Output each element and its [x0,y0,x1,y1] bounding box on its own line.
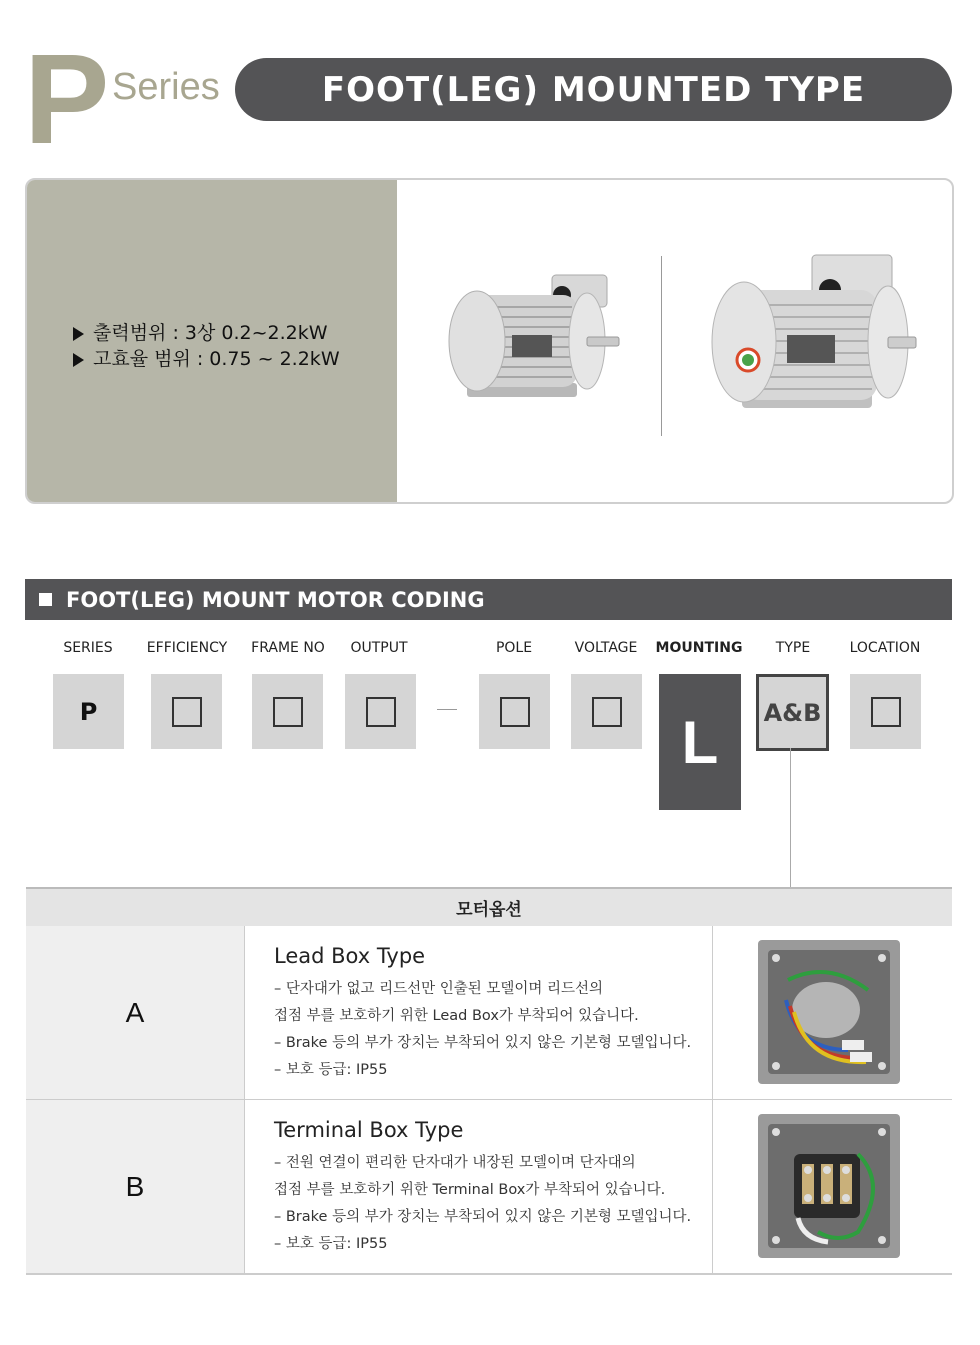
description-line: – 보호 등급: IP55 [274,1062,388,1078]
options-table-header [26,887,952,928]
option-description [274,976,691,1084]
options-header-text: 모터옵션 [456,900,522,920]
series-word: Series [112,66,220,108]
coding-section-header [25,579,952,620]
code-label-pole: POLE [495,640,533,656]
code-box-pole [479,674,550,749]
column-divider [712,1100,713,1273]
spec-text: 출력범위 : 3상 0.2~2.2kW [93,322,328,344]
triangle-bullet-icon [73,353,84,367]
code-box-location [850,674,921,749]
empty-square-icon [871,697,901,727]
series-letter: P [24,28,106,171]
lead-box-photo [758,940,900,1084]
code-box-frame-no [252,674,323,749]
empty-square-icon [592,697,622,727]
photo-divider [661,256,662,436]
code-label-voltage: VOLTAGE [574,640,638,656]
option-letter: A [125,996,145,1028]
description-line: – 보호 등급: IP55 [274,1236,388,1252]
code-label-output: OUTPUT [350,640,408,656]
empty-square-icon [366,697,396,727]
option-letter-cell [26,926,244,1099]
code-value-mounting: L [681,708,719,776]
motor-photo-high-efficiency [702,250,917,430]
type-connector-line [790,748,791,888]
terminal-box-photo [758,1114,900,1258]
option-title: Terminal Box Type [274,1118,464,1142]
option-row-a [26,926,952,1101]
column-divider [244,926,245,1099]
column-divider [244,1100,245,1273]
column-divider [712,926,713,1099]
code-box-type [756,674,829,751]
description-line: 접점 부를 보호하기 위한 Lead Box가 부착되어 있습니다. [274,1008,639,1024]
spec-text: 고효율 범위 : 0.75 ~ 2.2kW [93,348,340,370]
description-line: – 단자대가 없고 리드선만 인출된 모델이며 리드선의 [274,981,604,997]
code-label-efficiency: EFFICIENCY [146,640,228,656]
empty-square-icon [273,697,303,727]
code-box-voltage [571,674,642,749]
option-letter-cell [26,1100,244,1273]
option-letter: B [125,1170,145,1202]
description-line: – Brake 등의 부가 장치는 부착되어 있지 않은 기본형 모델입니다. [274,1209,692,1225]
description-line: – 전원 연결이 편리한 단자대가 내장된 모델이며 단자대의 [274,1155,636,1171]
code-separator-dash [437,709,457,710]
option-title: Lead Box Type [274,944,426,968]
code-label-location: LOCATION [849,640,921,656]
triangle-bullet-icon [73,327,84,341]
spec-line-output [73,318,328,345]
motor-photo-standard [437,265,622,415]
code-value-series: P [79,697,98,726]
coding-title: FOOT(LEG) MOUNT MOTOR CODING [66,587,485,612]
description-line: – Brake 등의 부가 장치는 부착되어 있지 않은 기본형 모델입니다. [274,1035,692,1051]
code-box-mounting [659,674,741,810]
code-label-frame-no: FRAME NO [251,640,325,656]
intro-panel [25,178,954,504]
square-bullet-icon [39,593,52,606]
description-line: 접점 부를 보호하기 위한 Terminal Box가 부착되어 있습니다. [274,1182,666,1198]
code-value-type: A&B [763,698,822,727]
option-description [274,1150,691,1258]
type-title: FOOT(LEG) MOUNTED TYPE [321,69,866,110]
code-label-mounting: MOUNTING [655,640,743,656]
code-label-series: SERIES [63,640,113,656]
code-box-series [53,674,124,749]
code-box-efficiency [151,674,222,749]
type-title-banner [235,58,952,121]
code-label-type: TYPE [775,640,811,656]
option-row-b [26,1100,952,1275]
empty-square-icon [172,697,202,727]
code-box-output [345,674,416,749]
spec-line-efficiency [73,344,340,371]
empty-square-icon [500,697,530,727]
spec-panel [27,180,397,502]
